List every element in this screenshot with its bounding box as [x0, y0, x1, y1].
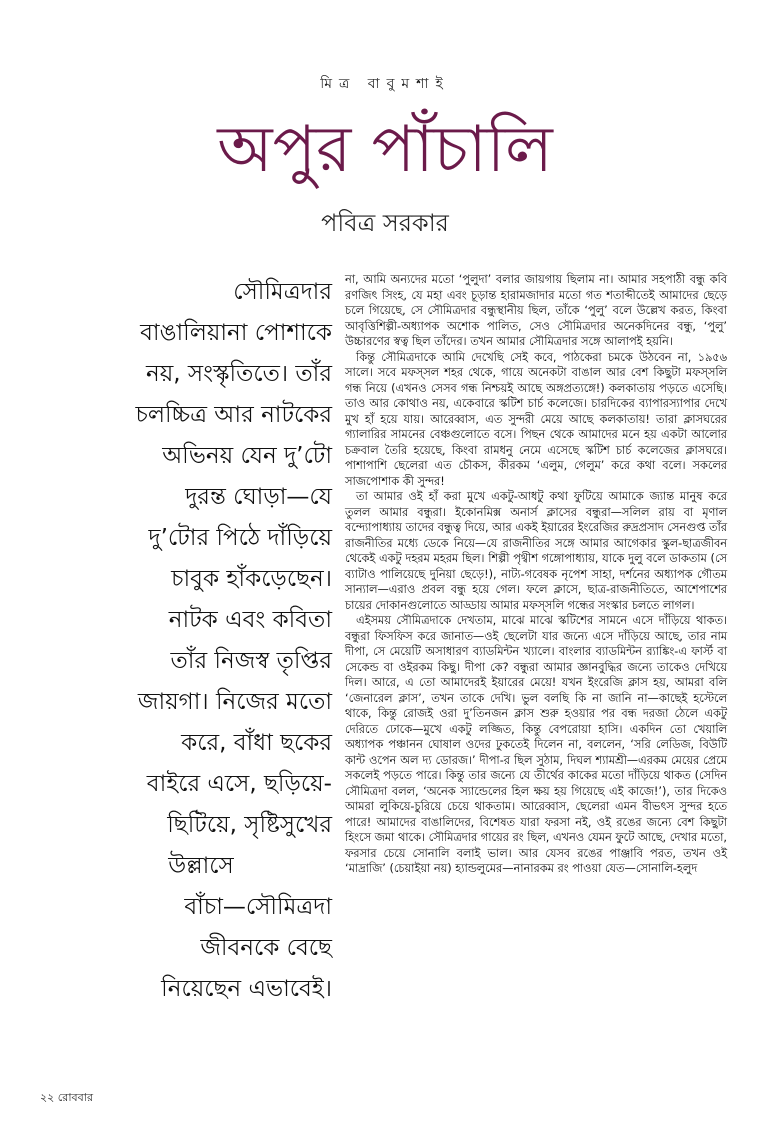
article-body: [345, 272, 727, 877]
pull-quote-line: জীবনকে বেছে: [200, 935, 332, 961]
pull-quote-line: নিয়েছেন এভাবেই।: [161, 976, 332, 1002]
article-title: অপুর পাঁচালি: [217, 113, 553, 187]
pull-quote-line: চলচ্চিত্র আর নাটকের: [135, 402, 332, 428]
page-footer: ২২ রোববার: [40, 1091, 93, 1104]
pull-quote-line: তাঁর নিজস্ব তৃপ্তির: [170, 648, 332, 674]
series-label: মিত্র বাবুমশাই: [320, 76, 450, 92]
pull-quote-line: দু’টোর পিঠে দাঁড়িয়ে: [148, 525, 332, 551]
pull-quote-line: নাটক এবং কবিতা: [168, 607, 332, 633]
body-paragraph: তা আমার ওই হাঁ করা মুখে একটু-আধটু কথা ফুটিয়ে আমাকে জ্যান্ত মানুষ করে তুলল আমার বন্ধুরা। ইকোনমিক্স অনার্স ক্লাসের বন্ধুরা—সলিল রায় বা মৃণাল বন্দ্যোপাধ্যায় তাদের বন্ধুত্ব দিয়ে, আর একই ইয়ারের ইংরেজির রুদ্রপ্রসাদ সেনগুপ্ত তাঁর রাজনীতির মধ্যে ডেকে নিয়ে—যে রাজনীতির সঙ্গে আমার আগেকার স্কুল-ছাত্রজীবন থেকেই একটু দহরম মহরম ছিল। শিল্পী পৃথ্বীশ গঙ্গোপাধ্যায়, যাকে দুলু বলে ডাকতাম (সে ব্যাটাও পালিয়েছে দুনিয়া ছেড়ে!), নাট্য-গবেষক নৃপেশ সাহা, দর্শনের অধ্যাপক গৌতম সান্যাল—এরাও প্রবল বন্ধু হয়ে গেল। ফলে ক্লাসে, ছাত্র-রাজনীতিতে, আশেপাশের চায়ের দোকানগুলোতে আড্ডায় আমার মফস্সলি গন্ধের সংস্কার চলতে লাগল।: [345, 490, 727, 612]
author-name: পবিত্র সরকার: [321, 209, 449, 237]
pull-quote-line: সৌমিত্রদার: [233, 279, 332, 305]
pull-quote-line: বাইরে এসে, ছড়িয়ে-: [146, 771, 332, 797]
pull-quote-line: ছিটিয়ে, সৃষ্টিসুখের: [167, 812, 332, 838]
pull-quote-line: অভিনয় যেন দু’টো: [162, 443, 332, 469]
body-paragraph: না, আমি অন্যদের মতো ‘পুলুদা’ বলার জায়গায় ছিলাম না। আমার সহপাঠী বন্ধু কবি রণজিৎ সিংহ, যে মহা এবং চূড়ান্ত হারামজাদার মতো গত শতাব্দীতেই আমাদের ছেড়ে চলে গিয়েছে, সে সৌমিত্রদার বন্ধুস্থানীয় ছিল, তাঁকে ‘পুলু’ বলে উল্লেখ করত, কিংবা আবৃত্তিশিল্পী-অধ্যাপক অশোক পালিত, সেও সৌমিত্রদার অনেকদিনের বন্ধু, ‘পুলু’ উচ্চারণের স্বত্ব ছিল তাঁদের। তখন আমার সৌমিত্রদার সঙ্গে আলাপই হয়নি।: [345, 273, 727, 348]
pull-quote-line: বাঁচা—সৌমিত্রদা: [184, 894, 332, 920]
body-paragraph: কিন্তু সৌমিত্রদাকে আমি দেখেছি সেই কবে, পাঠকেরা চমকে উঠবেন না, ১৯৫৬ সালে। সবে মফস্সল শহর থেকে, গায়ে অনেকটা বাঙাল আর বেশ কিছুটা মফস্সলি গন্ধ নিয়ে (এখনও সেসব গন্ধ নিশ্চয়ই আছে অঙ্গপ্রত্যঙ্গে!) কলকাতায় পড়তে এসেছি। তাও আর কোথাও নয়, একেবারে স্কটিশ চার্চ কলেজে। চারদিকের ব্যাপারস্যাপার দেখে মুখ হাঁ হয়ে যায়। আরেব্বাস, এত সুন্দরী মেয়ে আছে কলকাতায়! তারা ক্লাসঘরের গ্যালারির সামনের বেঞ্চগুলোতে বসে। পিছন থেকে আমাদের মনে হয় একটা আলোর চক্রবাল তৈরি হয়েছে, কিংবা রামধনু নেমে এসেছে স্কটিশ চার্চ কলেজের ক্লাসঘরে। পাশাপাশি ছেলেরা এত চৌকস, কীরকম ‘এলুম, গেলুম’ করে কথা বলে। সকলের সাজপোশাক কী সুন্দর!: [345, 350, 727, 488]
pull-quote-line: উল্লাসে: [168, 853, 234, 879]
pull-quote-line: চাবুক হাঁকড়েছেন।: [171, 566, 332, 592]
body-paragraph: এইসময় সৌমিত্রদাকে দেখতাম, মাঝে মাঝে স্কটিশের সামনে এসে দাঁড়িয়ে থাকত। বন্ধুরা ফিসফিস করে জানাত—ওই ছেলেটা যার জন্যে এসে দাঁড়িয়ে আছে, তার নাম দীপা, সে মেয়েটি অসাধারণ ব্যাডমিন্টন খ্যালে। বাংলার ব্যাডমিন্টন র‍্যাঙ্কিং-এ ফার্স্ট বা সেকেন্ড বা ওইরকম কিছু। দীপা কে? বন্ধুরা আমার জ্ঞানবুদ্ধির জন্যে তাকেও দেখিয়ে দিল। আরে, এ তো আমাদেরই ইয়ারের মেয়ে! যখন ইংরেজি ক্লাস হয়, আমরা বলি ‘জেনারেল ক্লাস’, তখন তাকে দেখি। ভুল বলছি কি না জানি না—কাছেই হস্টেলে থাকে, কিন্তু রোজই ওরা দু’তিনজন ক্লাস শুরু হওয়ার পর বন্ধ দরজা ঠেলে একটু দেরিতে ঢোকে—মুখে একটু লজ্জিত, কিন্তু বেপরোয়া হাসি। একদিন তো খেয়ালি অধ্যাপক পঞ্চানন ঘোষাল ওদের ঢুকতেই দিলেন না, বললেন, ‘সরি লেডিজ, বিউটি কান্ট ওপেন অল দ্য ডোরজ।’ দীপা-র ছিল সুঠাম, দিঘল শ্যামশ্রী—এরকম মেয়ের প্রেমে সকলেই পড়তে পারে। কিন্তু তার জন্যে যে তীর্থের কাকের মতো দাঁড়িয়ে থাকত (সেদিন সৌমিত্রদা বলল, ‘অনেক স্যান্ডেলের হিল ক্ষয় হয় গিয়েছে এই কাজে!’), তার দিকেও আমরা লুকিয়ে-চুরিয়ে চেয়ে থাকতাম। আরেব্বাস, ছেলেরা এমন বীভৎস সুন্দর হতে পারে! আমাদের বাঙালিদের, বিশেষত যারা ফরসা নই, ওই রঙের জন্যে বেশ কিছুটা হিংসে জমা থাকে। সৌমিত্রদার গায়ের রং ছিল, এখনও যেমন ফুটে আছে, দেখার মতো, ফরসার চেয়ে সোনালি বলাই ভাল। আর যেসব রঙের পাঞ্জাবি পরত, তখন ওই ‘মাদ্রাজি’ (চেয়াইয়া নয়) হ্যান্ডলুমের—নানারকম রং পাওয়া যেত—সোনালি-হলুদ: [345, 614, 727, 875]
pull-quote-line: জায়গা। নিজের মতো: [137, 689, 332, 715]
pull-quote-line: বাঙালিয়ানা পোশাকে: [140, 320, 332, 346]
pull-quote-line: করে, বাঁধা ছকের: [181, 730, 332, 756]
pull-quote-line: দুরন্ত ঘোড়া—যে: [185, 484, 332, 510]
pull-quote-line: নয়, সংস্কৃতিতে। তাঁর: [145, 361, 332, 387]
pull-quote: [70, 272, 332, 1010]
